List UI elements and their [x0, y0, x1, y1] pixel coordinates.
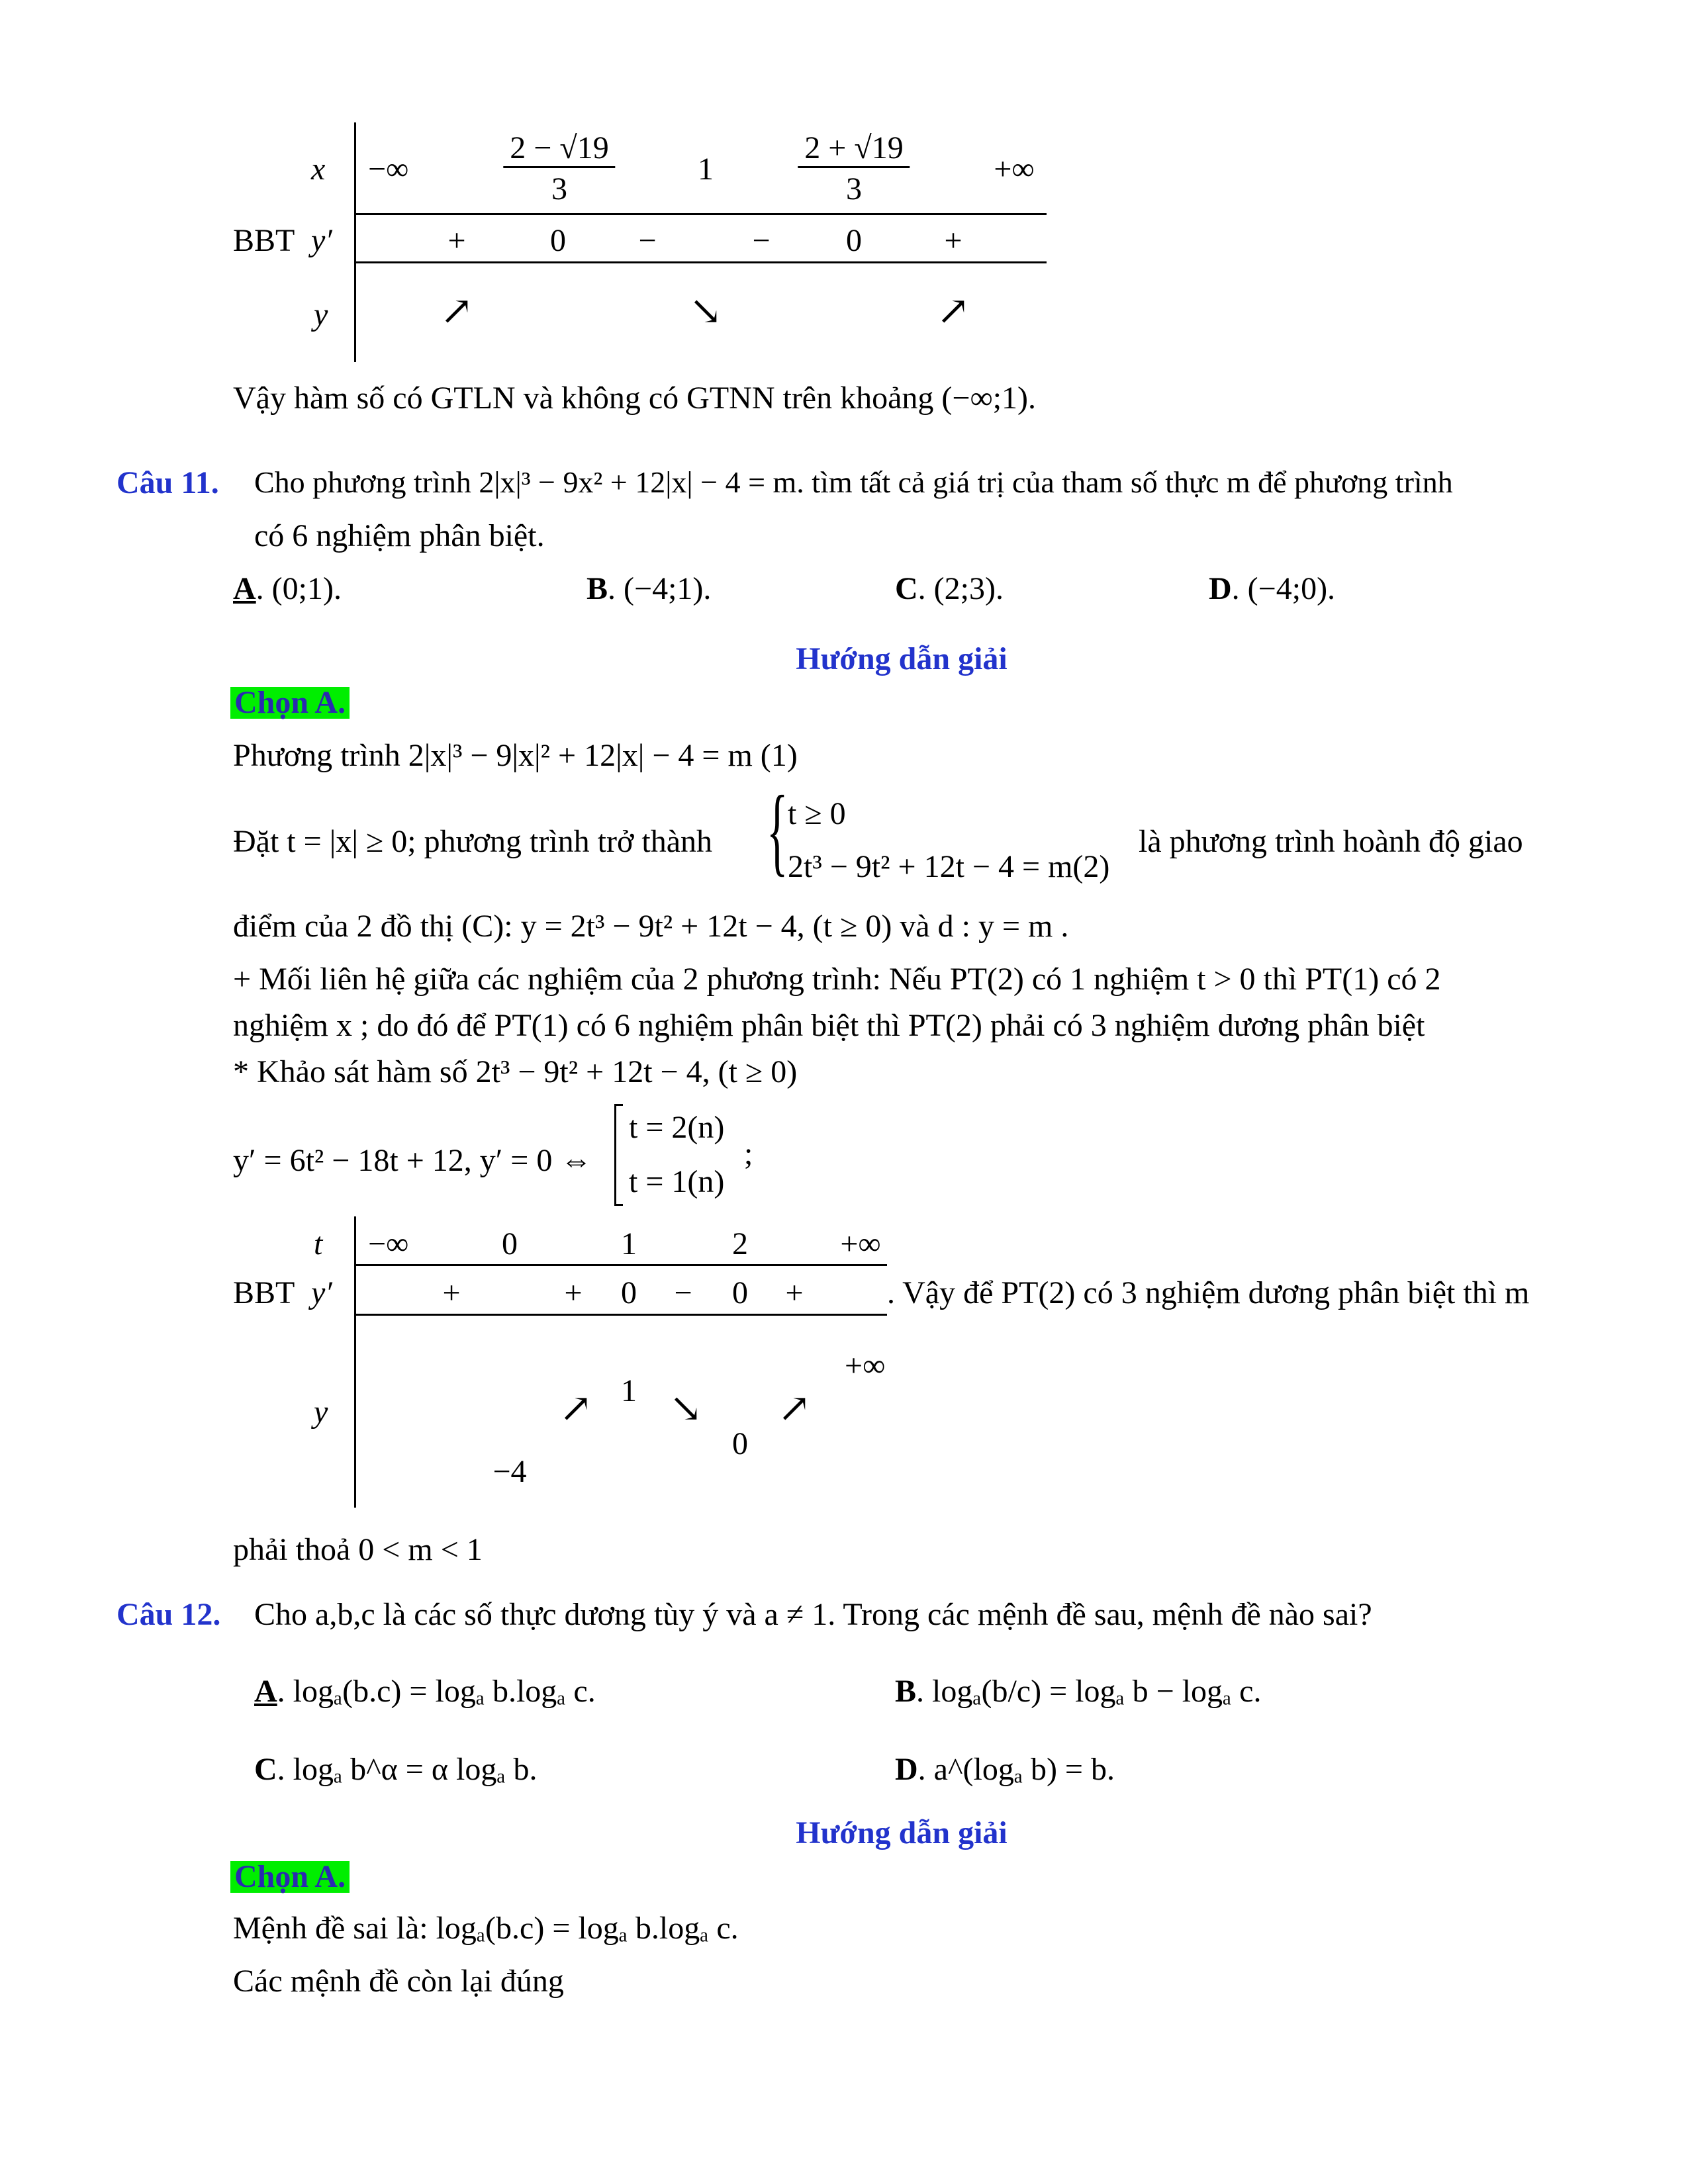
sign: +	[447, 223, 466, 258]
table-vertical-line	[354, 122, 356, 362]
t-value: 1	[621, 1226, 637, 1261]
t-value: 0	[502, 1226, 518, 1261]
option-d[interactable]: D. a^(logₐ b) = b.	[895, 1752, 1115, 1787]
guide-title: Hướng dẫn giải	[796, 641, 1008, 676]
x-value: +∞	[994, 152, 1035, 187]
table-divider	[354, 261, 1047, 263]
option-b[interactable]: B. (−4;1).	[586, 571, 712, 606]
table-divider	[354, 213, 1047, 215]
option-a[interactable]: A. logₐ(b.c) = logₐ b.logₐ c.	[254, 1674, 596, 1709]
sign: +	[785, 1275, 804, 1310]
question-stem-cont: có 6 nghiệm phân biệt.	[254, 518, 545, 553]
arrow-down-icon: ↘	[688, 289, 723, 333]
solution-line: Mệnh đề sai là: logₐ(b.c) = logₐ b.logₐ c.	[233, 1911, 739, 1946]
arrow-up-icon: ↗	[440, 289, 474, 333]
solution-bracket	[614, 1104, 623, 1206]
sign: +	[564, 1275, 583, 1310]
question-stem: Cho a,b,c là các số thực dương tùy ý và a ≠ 1. Trong các mệnh đề sau, mệnh đề nào sai?	[254, 1597, 1372, 1632]
row-label-y: y	[314, 297, 328, 332]
sign: −	[638, 223, 657, 258]
row-label-yprime: y′	[311, 1275, 332, 1310]
table-divider	[354, 1314, 887, 1316]
sign: −	[674, 1275, 692, 1310]
t-value: −∞	[368, 1226, 409, 1261]
row-label-t: t	[314, 1226, 323, 1261]
y-value: −4	[492, 1454, 527, 1489]
question-label: Câu 12.	[117, 1597, 221, 1632]
solution-line: điểm của 2 đồ thị (C): y = 2t³ − 9t² + 12t − 4, (t ≥ 0) và d : y = m .	[233, 909, 1069, 944]
x-value: 1	[698, 152, 714, 187]
sign: 0	[621, 1275, 637, 1310]
option-c[interactable]: C. (2;3).	[895, 571, 1004, 606]
t-value: 2	[732, 1226, 748, 1261]
conclusion: Vậy hàm số có GTLN và không có GTNN trên khoảng (−∞;1).	[233, 381, 1037, 416]
arrow-up-icon: ↗	[936, 289, 970, 333]
semicolon: ;	[744, 1136, 753, 1171]
sign: 0	[732, 1275, 748, 1310]
arrow-up-icon: ↗	[777, 1387, 812, 1430]
solution-line: là phương trình hoành độ giao	[1139, 824, 1523, 859]
solution-line: Phương trình 2|x|³ − 9|x|² + 12|x| − 4 = m (1)	[233, 738, 798, 773]
y-value: +∞	[845, 1348, 886, 1383]
solution-line: nghiệm x ; do đó để PT(1) có 6 nghiệm phân biệt thì PT(2) phải có 3 nghiệm dương phân biệt	[233, 1008, 1425, 1043]
question-label: Câu 11.	[117, 465, 219, 500]
option-d[interactable]: D. (−4;0).	[1209, 571, 1336, 606]
sign: +	[442, 1275, 461, 1310]
solution-line: . Vậy để PT(2) có 3 nghiệm dương phân biệt thì m	[887, 1275, 1530, 1310]
bbt-label: BBT	[233, 223, 295, 258]
sign: 0	[846, 223, 862, 258]
arrow-down-icon: ↘	[669, 1387, 703, 1430]
answer-choice: Chọn A.	[230, 687, 350, 719]
sign: +	[944, 223, 962, 258]
option-c[interactable]: C. logₐ b^α = α logₐ b.	[254, 1752, 538, 1787]
solution-line: * Khảo sát hàm số 2t³ − 9t² + 12t − 4, (t ≥ 0)	[233, 1054, 798, 1089]
t-value: +∞	[840, 1226, 881, 1261]
row-label-y: y	[314, 1394, 328, 1430]
table-divider	[354, 1264, 887, 1266]
option-b[interactable]: B. logₐ(b/c) = logₐ b − logₐ c.	[895, 1674, 1262, 1709]
guide-title: Hướng dẫn giải	[796, 1815, 1008, 1850]
y-value: 0	[732, 1426, 748, 1461]
bbt-label: BBT	[233, 1275, 295, 1310]
row-label-yprime: y′	[311, 223, 332, 258]
answer-choice: Chọn A.	[230, 1861, 350, 1893]
y-value: 1	[621, 1373, 637, 1408]
solution-line: phải thoả 0 < m < 1	[233, 1532, 483, 1567]
system-condition: t ≥ 0	[788, 796, 846, 831]
x-fraction-2: $\frac{2 + √19}{3}$	[798, 130, 910, 207]
question-stem: Cho phương trình 2|x|³ − 9x² + 12|x| − 4 = m. tìm tất cả giá trị của tham số thực m để phương trình	[254, 465, 1453, 499]
root: t = 1(n)	[629, 1164, 725, 1199]
root: t = 2(n)	[629, 1110, 725, 1145]
system-equation: 2t³ − 9t² + 12t − 4 = m(2)	[788, 849, 1110, 884]
solution-line: Các mệnh đề còn lại đúng	[233, 1964, 564, 1999]
sign: −	[752, 223, 771, 258]
derivative: y′ = 6t² − 18t + 12, y′ = 0 ⇔	[233, 1143, 592, 1178]
sign: 0	[550, 223, 566, 258]
arrow-up-icon: ↗	[559, 1387, 593, 1430]
table-vertical-line	[354, 1216, 356, 1508]
system-brace: {	[767, 776, 788, 886]
option-a[interactable]: A. (0;1).	[233, 571, 342, 606]
row-label-x: x	[311, 152, 326, 187]
solution-line: + Mối liên hệ giữa các nghiệm của 2 phương trình: Nếu PT(2) có 1 nghiệm t > 0 thì PT(1) có 2	[233, 962, 1441, 997]
x-value: −∞	[368, 152, 409, 187]
solution-line: Đặt t = |x| ≥ 0; phương trình trở thành	[233, 824, 713, 859]
x-fraction-1: $\frac{2 - √19}{3}$	[503, 130, 615, 207]
